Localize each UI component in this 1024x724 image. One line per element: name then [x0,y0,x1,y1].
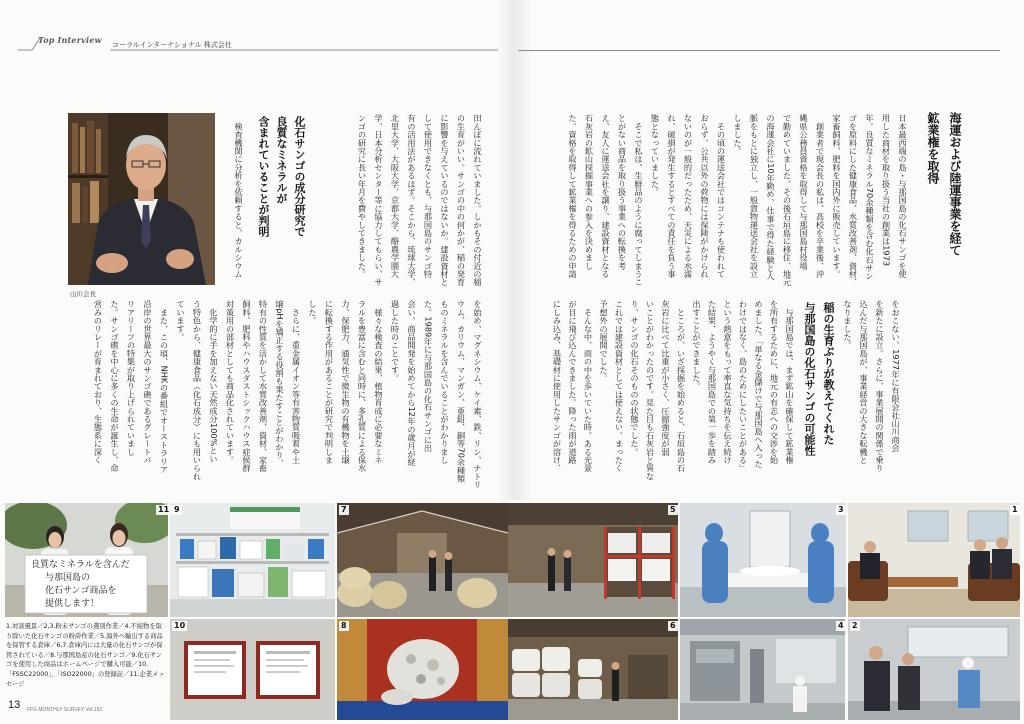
article-text-left-upper: 田んぼに流れていました。しかもその付近の稲 の生育がいい。サンゴの中の何かが、稲の発育 に影響を与えているのではないか。建設資材と して使用できなくとも、与那国島のサンゴ特 有の活用法があるはず。そこから、琉球大学、 北里大学、大阪大学、京都大学、酪農学園大 学、日本分析センター等に協力してもらい、サ ンゴの研究に長い年月を費やしてきました。 [357,114,483,287]
photo-number-6: 6 [670,621,676,630]
publication-name: FFG MONTHLY SURVEY Vol.152 [27,707,103,713]
sign-line-4: 提供します！ [45,599,100,609]
sign-line-3: 化石サンゴ商品を [45,586,117,596]
photo-3-sorting-work [680,503,846,617]
article-text-right-upper: 日本最西端の島・与那国島の化石サンゴを使 用した商材を取り扱う当社の創業は1973 年。良質なミネラル70余種類を含む化石サン ゴを原料にした健康食品、水質改善剤、資材、 家畜飼料、肥料を国内外に販売しています。 創業者で現会長の私は、高校を卒業後、沖 縄県公務員資格を取得して与那国島村役場 で勤めていました。その後石垣島に移住、地元 の海運会社に10年勤め、仕事で得た経験と人 脈をもとに独立し、一般貨物運送会社を設立 しました。 その頃の運送会社ではコンテナも使われて おらず、公共以外の荷物には保険がかけられ ないのが一般的だったため、天災による水濡 れ、破損が発生するとすべての責任を負う事 態となっていました。 そこで私は、生鮮品のように腐ってしまうこ とがない商品を取り扱う事業への転換を考 え、友人に運送会社を譲り、建設資材となる 石灰岩の鉱山採掘事業への参入を決めまし た。資格を取得して鉱業権を得るための申請 [568,114,908,287]
header-rule-right [518,50,1000,51]
article-text-right-lower: 与那国島では、まず鉱山を確保して鉱業権 を所有するために、地元の有志への交渉を始 めました。「単なる金儲けで与那国島へ入った わけではなく、島のためにしたいことがある」 という熱意をもって率直な気持ちを伝え続け た結果、ようやく与那国島での第一歩を踏み 出すことができました。 ところが、いざ採掘を始めると、石垣島の石 灰岩に比べて比重が小さく、圧縮強度が弱 いことがわかったのです。見た目も石灰岩と異な り、サンゴの化石そのものの状態でした。 これでは建設資材としては使えない。まったく 予想外の展開でした。 そんな中、雨の中を歩いていた時、ある光景 が目に飛び込んできました。降った雨が道路 にしみ込み、基礎材に使用したサンゴが溶け、 [552,300,795,481]
portrait-caption: 山川会長 [70,290,96,298]
company-name: コーラルインターナショナル 株式会社 [112,41,232,49]
photo-7-warehouse-bags [337,503,508,617]
article-text-left-lower: を始め、マグネシウム、ケイ素、鉄、リン、ナトリ ウム、カリウム、マンガン、亜鉛、銅等70余種類 ものミネラルを含んでいることがわかりまし た。1989年に与那国島の化石サンゴに出 会い、商品開発を始めてから12年の歳月が経 過した時のことです。 様々な検査の結果、植物育成に必要なミネ ラルを豊富に含むと同時に、多孔質による保水 力、保肥力、通気性で微生物の有機物を土壌 に転換する作用があることが研究で判明しま した。 さらに、重金属イオン等有害物質吸着や土 壌pHを矯正する役割も果たすことがわかり、 特有の性質を活かして水質改善剤、資材、家畜 飼料、肥料やハウスダストシックハウス症候群 対策用の部材としても商品化されています。 化学的に手を加えない天然成分100%とい う特色から、健康食品（化石成分）にも用いられ ています。 また、この頃、NHKの番組でオーストラリア 沿岸の世界最大のサンゴ礁であるグレートバ リアリーフの特集が取り上げられていまし た。サンゴ礁を中心に多くの生命が誕生し、命 営みのリレーが育まれており、生態系に深く [93,300,483,489]
photo-6-warehouse-stock [508,619,678,720]
photo-number-3: 3 [838,505,844,514]
photo-number-10: 10 [174,621,186,630]
section-heading-mineral-research: 化石サンゴの成分研究で 良質なミネラルが 含まれていることが判明 [257,116,306,237]
photo-number-5: 5 [670,505,676,514]
photo-captions: 1.対談風景／2,3.粉末サンゴの選別作業／4.不純物を取り除いた化石サンゴの粉砕作業／5.海外へ輸出する商品を保管する倉庫／6,7.倉庫内には大量の化石サンゴが保管されている／8.与那国島産の化石サンゴ／9.化石サンゴを使用した商品はホームページで購入可能／10.「FSSC22000」、「ISO22000」の登録証／11.企業メッセージ [6,623,165,688]
photo-11-corporate-message [5,503,168,617]
photo-8-fossil-coral-rock [337,619,508,720]
photo-number-7: 7 [341,505,347,514]
photo-number-4: 4 [838,621,844,630]
article-text-left-after-heading: 検査機関に分析を依頼すると、カルシウム [234,114,244,278]
section-tag: Top Interview [38,35,102,45]
sign-line-2: 与那国島の [45,573,91,583]
photo-1-interview-scene [848,503,1020,617]
photo-2-sorting-inspection [848,619,1020,720]
photo-number-1: 1 [1012,505,1018,514]
article-text-right-lower-intro: をおこない、1977年に有限会社山川商会 を新たに設立。さらに、事業展開の関係で乗り 込んだ与那国島が、事業経営の大きな転機と なりました。 [843,300,901,473]
photo-number-2: 2 [852,621,858,630]
photo-9-product-display [170,503,335,617]
chairman-portrait [68,113,215,285]
section-heading-coral-potential: 稲の生育ぶりが教えてくれた 与那国島の化石サンゴの可能性 [803,302,835,456]
photo-5-export-storage [508,503,678,617]
photo-number-9: 9 [174,505,180,514]
sign-line-1: 良質なミネラルを含んだ [31,560,130,570]
page-gutter-shadow [496,0,532,500]
photo-number-8: 8 [341,621,347,630]
section-heading-shipping-mining: 海運および陸運事業を経て 鉱業権を取得 [926,112,962,256]
page-number: 13 [8,699,21,711]
photo-4-crushing-work [680,619,845,720]
photo-number-11: 11 [158,505,170,514]
photo-10-registration-certificates [170,619,335,720]
